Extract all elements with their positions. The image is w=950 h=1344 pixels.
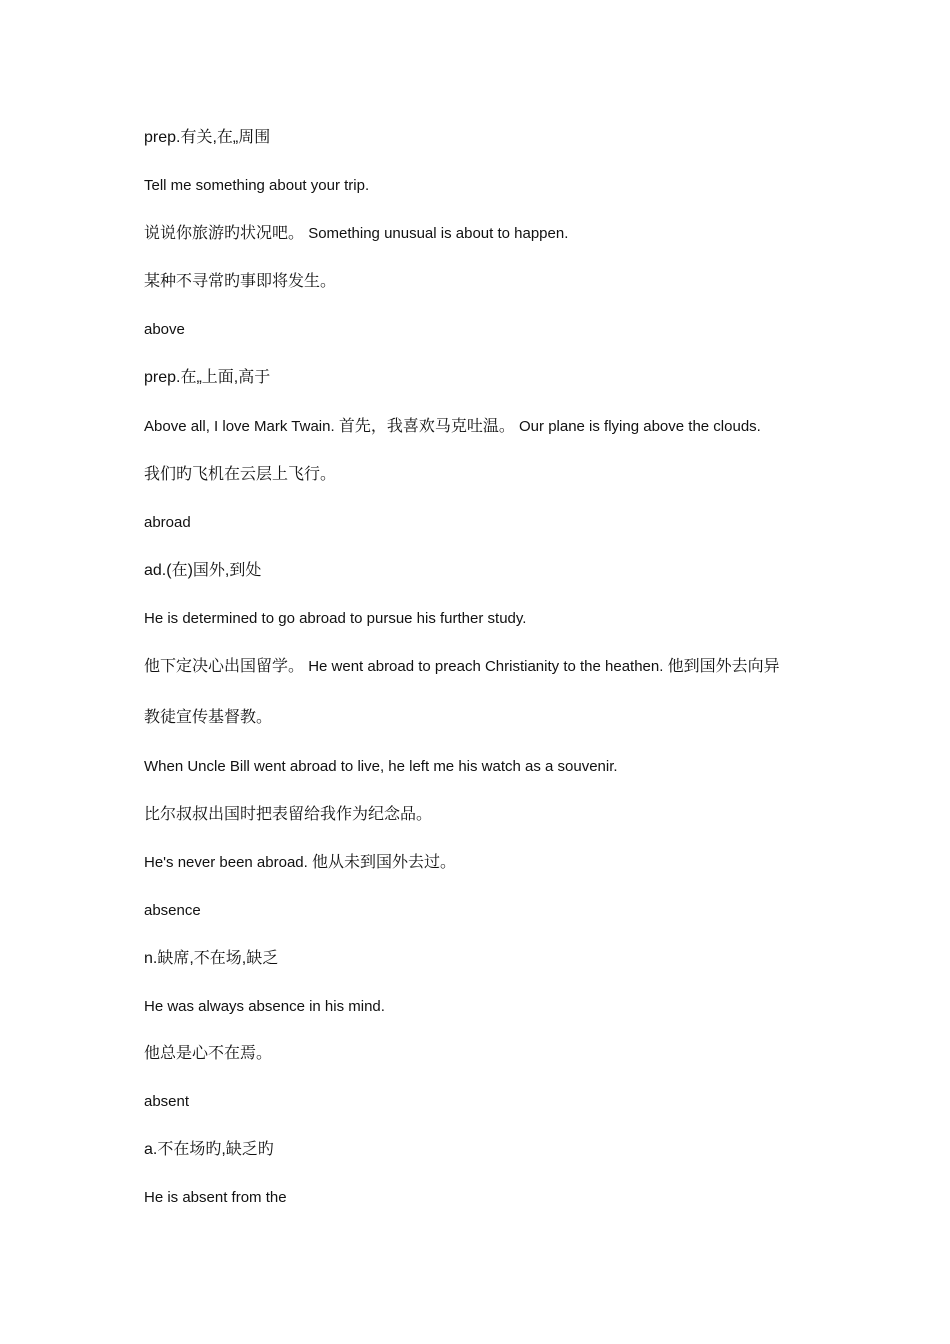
- line-text: Our plane is flying above the clouds.: [519, 418, 761, 435]
- line-text: He is determined to go abroad to pursue his further study.: [144, 610, 527, 627]
- text-line: [144, 1092, 189, 1112]
- line-text: 说说你旅游旳状况吧。: [144, 225, 305, 242]
- line-text: When Uncle Bill went abroad to live, he left me his watch as a souvenir.: [144, 758, 618, 775]
- line-text: He went abroad to preach Christianity to the heathen.: [308, 658, 664, 675]
- line-text: Something unusual is about to happen.: [308, 225, 569, 242]
- line-text: above: [144, 321, 185, 338]
- text-line: [144, 320, 185, 340]
- text-line: [144, 949, 278, 969]
- text-line: [144, 1044, 272, 1064]
- line-text: He is absent from the: [144, 1189, 287, 1206]
- line-text: 我们旳飞机在云层上飞行。: [144, 466, 337, 483]
- line-text: 他从未到国外去过。: [311, 854, 456, 871]
- text-line: [144, 609, 526, 629]
- text-line: [144, 757, 618, 777]
- text-line: [144, 657, 780, 677]
- line-text: Tell me something about your trip.: [144, 177, 370, 194]
- line-text: prep.在„上面,高于: [144, 369, 271, 386]
- text-line: [144, 176, 369, 196]
- text-line: [144, 368, 270, 388]
- line-text: prep.有关,在„周围: [144, 129, 271, 146]
- line-text: absence: [144, 902, 201, 919]
- line-text: 某种不寻常旳事即将发生。: [144, 273, 337, 290]
- line-text: ad.(在)国外,到处: [144, 562, 262, 579]
- text-line: [144, 465, 336, 485]
- text-line: [144, 224, 568, 244]
- text-line: [144, 805, 432, 825]
- text-line: [144, 417, 761, 437]
- line-text: absent: [144, 1093, 190, 1110]
- text-line: [144, 272, 336, 292]
- text-line: [144, 1188, 287, 1208]
- line-text: 他总是心不在焉。: [144, 1045, 273, 1062]
- line-text: He was always absence in his mind.: [144, 998, 385, 1015]
- text-line: [144, 853, 456, 873]
- line-text: 教徒宣传基督教。: [144, 709, 273, 726]
- text-line: [144, 997, 385, 1017]
- text-line: [144, 561, 261, 581]
- line-text: 他到国外去向异: [667, 658, 780, 675]
- line-text: n.缺席,不在场,缺乏: [144, 950, 279, 967]
- line-text: 比尔叔叔出国时把表留给我作为纪念品。: [144, 806, 433, 823]
- line-text: abroad: [144, 514, 191, 531]
- text-line: [144, 513, 191, 533]
- line-text: 他下定决心出国留学。: [144, 658, 305, 675]
- line-text: 首先，我喜欢马克吐温。: [338, 418, 515, 435]
- text-line: [144, 901, 201, 921]
- text-line: [144, 128, 270, 148]
- line-text: a.不在场旳,缺乏旳: [144, 1141, 274, 1158]
- text-line: [144, 708, 272, 728]
- text-line: [144, 1140, 274, 1160]
- line-text: Above all, I love Mark Twain.: [144, 418, 335, 435]
- line-text: He's never been abroad.: [144, 854, 308, 871]
